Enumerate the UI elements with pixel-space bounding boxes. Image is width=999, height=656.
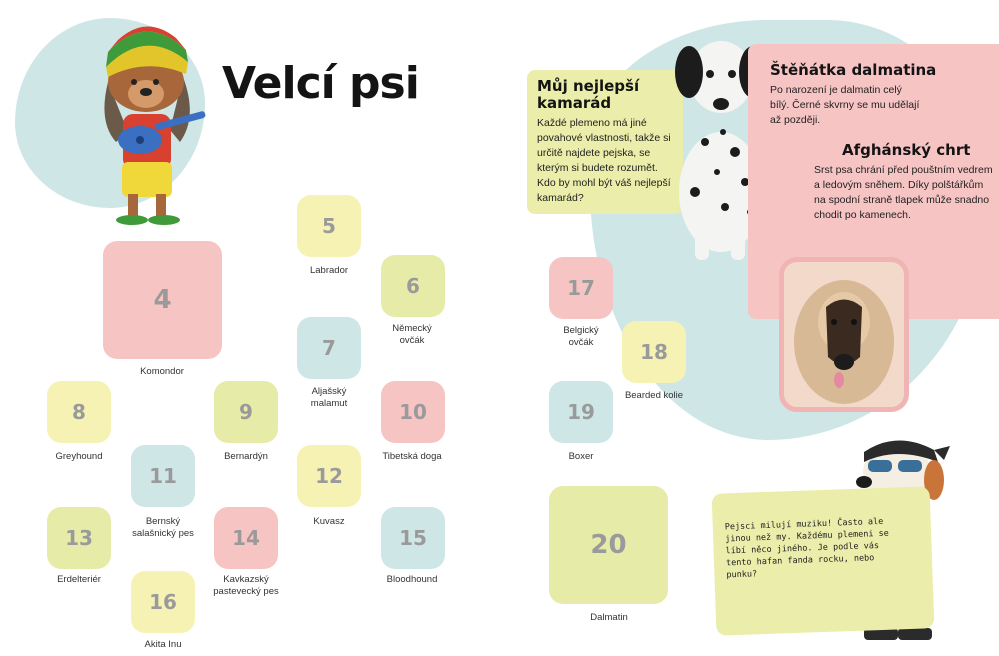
sticker-label-9: Bernardýn <box>224 451 268 462</box>
info-box-best-friend <box>527 70 683 214</box>
afghan-hound-image <box>784 262 904 407</box>
page-title: Velcí psi <box>222 58 419 109</box>
sticker-label-19: Boxer <box>568 451 594 462</box>
note-music <box>712 486 935 636</box>
sticker-number: 14 <box>232 526 260 550</box>
sticker-label-10: Tibetská doga <box>382 451 442 462</box>
sticker-slot-19 <box>549 381 613 443</box>
sticker-number: 16 <box>149 590 177 614</box>
sticker-number: 20 <box>590 530 627 560</box>
info-box-text: Každé plemeno má jiné povahové vlastnosti, takže si určitě najdete pejska, se kterým si budete rozumět. Kdo by mohl být váš nejlepší kamarád? <box>537 117 671 204</box>
sticker-number: 12 <box>315 464 343 488</box>
afghan-hound-text: Srst psa chrání před pouštním vedrem a ledovým sněhem. Díky polštářkům na spodní straně tlapek může snadno chodit po kamenech. <box>814 164 993 221</box>
sticker-label-11: Bernský salašnický pes <box>132 516 194 539</box>
sticker-slot-20 <box>549 486 668 604</box>
sticker-number: 10 <box>399 400 427 424</box>
afghan-hound-photo <box>779 257 909 412</box>
sticker-slot-4 <box>103 241 222 359</box>
sticker-number: 15 <box>399 526 427 550</box>
sticker-slot-12 <box>297 445 361 507</box>
sticker-slot-11 <box>131 445 195 507</box>
sticker-label-7: Aljašský malamut <box>310 386 348 409</box>
guitar-dog-illustration <box>88 22 213 232</box>
sticker-label-15: Bloodhound <box>386 574 438 585</box>
sticker-slot-16 <box>131 571 195 633</box>
afghan-hound-heading: Afghánský chrt <box>842 141 971 159</box>
sticker-number: 7 <box>322 336 336 360</box>
sticker-number: 11 <box>149 464 177 488</box>
sticker-label-6: Německý ovčák <box>392 323 432 346</box>
dalmatian-puppies-text: Po narození je dalmatin celý bílý. Černé skvrny se mu udělají až později. <box>770 84 920 126</box>
note-text: Pejsci milují muziku! Často ale jinou než my. Každému plemeni se líbí něco jiného. Je podle vás tento hafan fanda rocku, nebo punku? <box>724 516 890 581</box>
sticker-slot-6 <box>381 255 445 317</box>
sticker-slot-10 <box>381 381 445 443</box>
sticker-slot-17 <box>549 257 613 319</box>
sticker-number: 4 <box>153 285 172 315</box>
sticker-slot-9 <box>214 381 278 443</box>
sticker-slot-7 <box>297 317 361 379</box>
dalmatian-puppies-heading: Štěňátka dalmatina <box>770 61 937 79</box>
sticker-number: 8 <box>72 400 86 424</box>
sticker-label-17: Belgický ovčák <box>563 325 599 348</box>
sticker-number: 19 <box>567 400 595 424</box>
sticker-slot-8 <box>47 381 111 443</box>
sticker-number: 18 <box>640 340 668 364</box>
sticker-slot-13 <box>47 507 111 569</box>
sticker-label-14: Kavkazský pastevecký pes <box>213 574 279 597</box>
sticker-slot-15 <box>381 507 445 569</box>
sticker-label-13: Erdelteriér <box>57 574 101 585</box>
sticker-label-20: Dalmatin <box>590 612 628 623</box>
sticker-label-18: Bearded kolie <box>624 390 684 401</box>
sticker-slot-18 <box>622 321 686 383</box>
sticker-label-4: Komondor <box>140 366 184 377</box>
sticker-number: 17 <box>567 276 595 300</box>
sticker-label-5: Labrador <box>309 265 349 276</box>
sticker-number: 6 <box>406 274 420 298</box>
sticker-slot-5 <box>297 195 361 257</box>
sticker-label-8: Greyhound <box>55 451 103 462</box>
sticker-slot-14 <box>214 507 278 569</box>
sticker-label-12: Kuvasz <box>313 516 345 527</box>
info-box-heading: Můj nejlepší kamarád <box>537 77 640 112</box>
sticker-number: 13 <box>65 526 93 550</box>
sticker-number: 9 <box>239 400 253 424</box>
sticker-number: 5 <box>322 214 336 238</box>
sticker-label-16: Akita Inu <box>144 639 182 650</box>
